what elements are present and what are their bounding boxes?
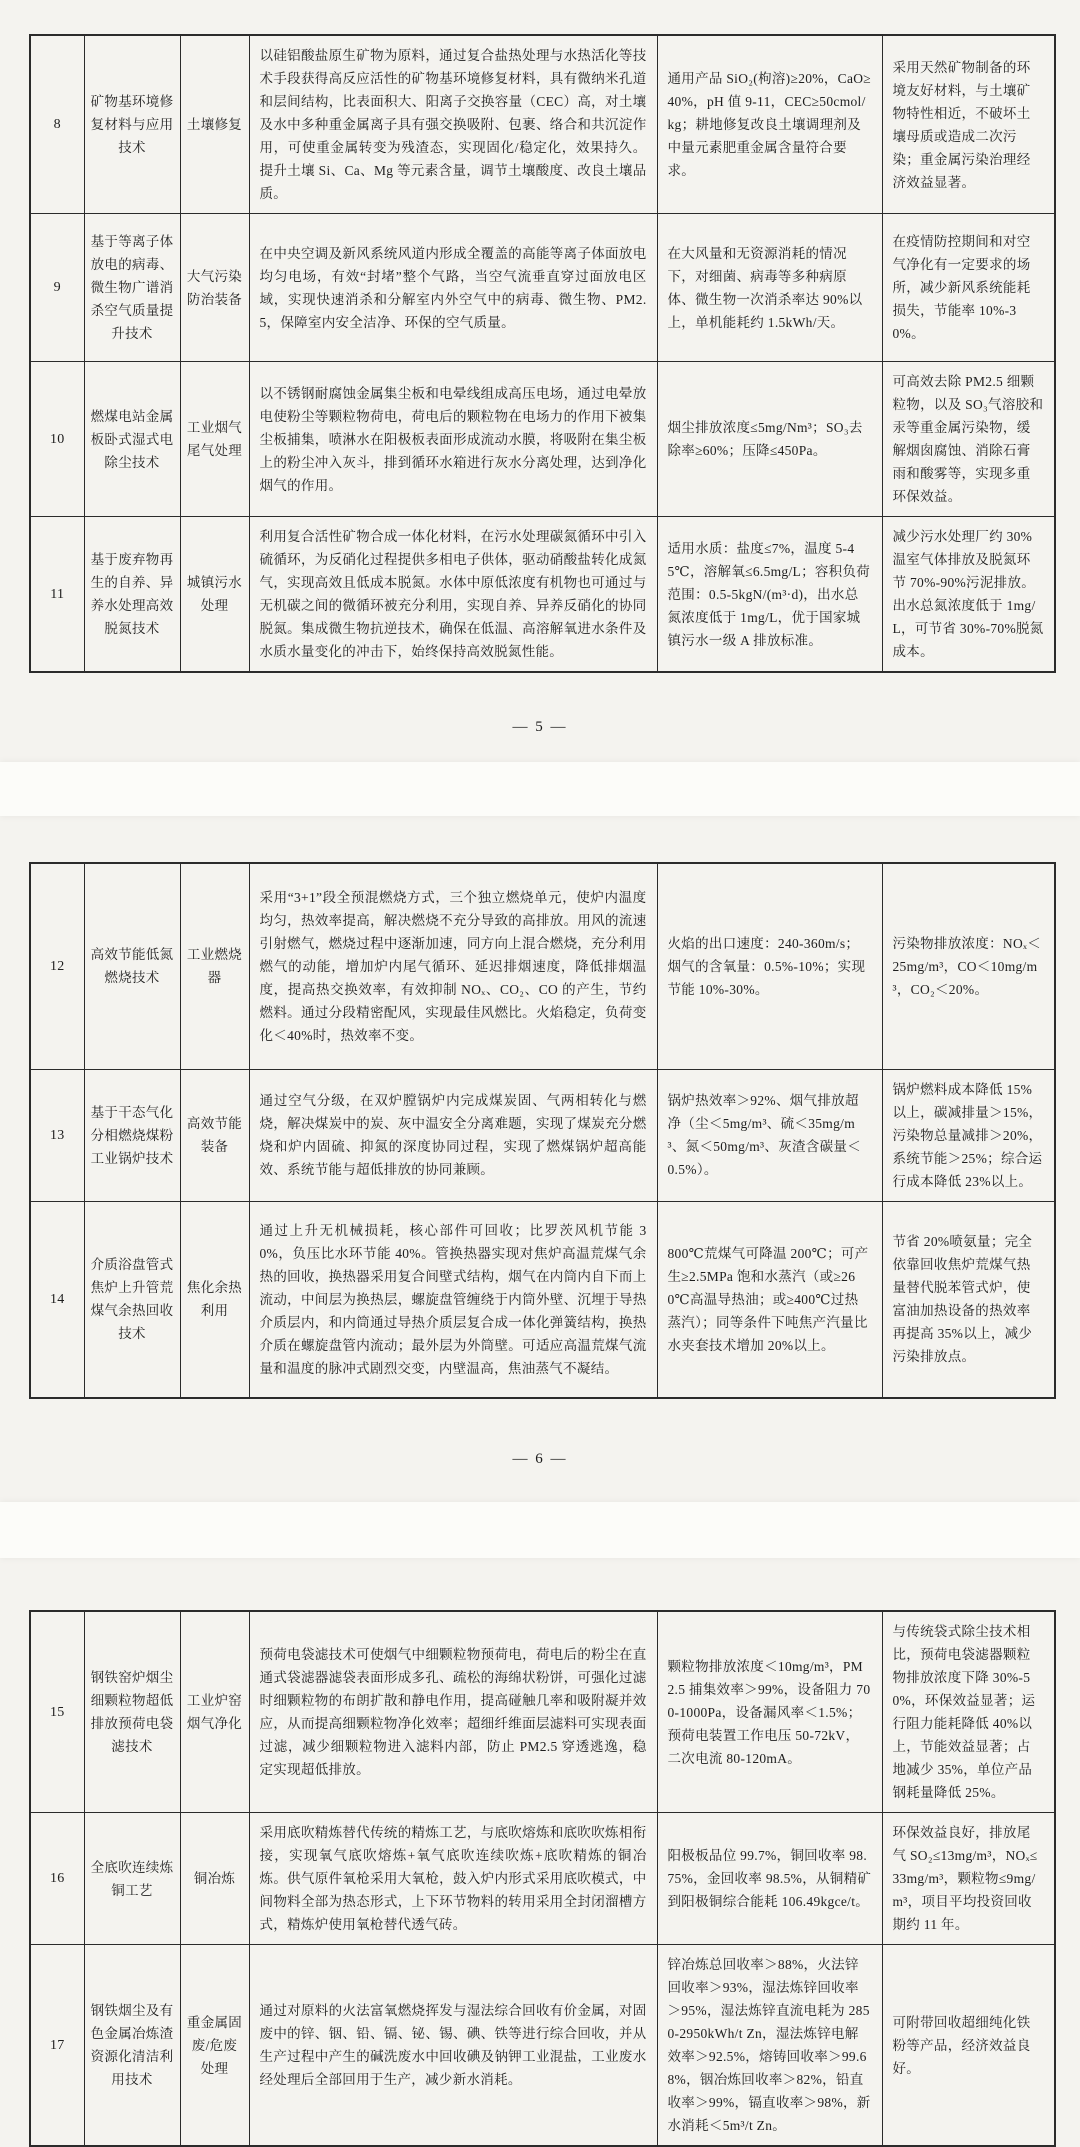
tech-benefits: 节省 20%喷氨量；完全依靠回收焦炉荒煤气热量替代脱苯管式炉，使富油加热设备的热效率再提高 35%以上，减少污染排放点。 <box>882 1201 1055 1398</box>
row-number: 17 <box>30 1945 84 2147</box>
table-row <box>30 35 1055 214</box>
tech-name: 介质浴盘管式焦炉上升管荒煤气余热回收技术 <box>84 1201 180 1398</box>
tech-indicators: 锌冶炼总回收率＞88%，火法锌回收率＞93%，湿法炼锌回收率＞95%，湿法炼锌直流电耗为 2850-2950kWh/t Zn，湿法炼锌电解效率＞92.5%，熔铸回收率＞99.68%，铟冶炼回收率＞82%，铅直收率＞99%，镉直收率＞98%，新水消耗＜5m³/t Zn。 <box>657 1945 882 2147</box>
tech-name: 基于等离子体放电的病毒、微生物广谱消杀空气质量提升技术 <box>84 214 180 362</box>
row-number: 12 <box>30 863 84 1069</box>
technology-table-page6 <box>29 862 1056 1399</box>
tech-indicators: 通用产品 SiO₂(枸溶)≥20%，CaO≥40%，pH 值 9-11，CEC≥50cmol/kg；耕地修复改良土壤调理剂及中量元素肥重金属含量符合要求。 <box>657 35 882 214</box>
scan-seam <box>0 762 1080 816</box>
tech-benefits: 环保效益良好，排放尾气 SO₂≤13mg/m³，NOₓ≤33mg/m³，颗粒物≤9mg/m³，项目平均投资回收期约 11 年。 <box>882 1813 1055 1945</box>
tech-benefits: 减少污水处理厂约 30%温室气体排放及脱氮环节 70%-90%污泥排放。出水总氮浓度低于 1mg/L，可节省 30%-70%脱氮成本。 <box>882 517 1055 673</box>
tech-category: 重金属固废/危废处理 <box>180 1945 249 2147</box>
tech-indicators: 火焰的出口速度：240-360m/s；烟气的含氧量：0.5%-10%；实现节能 10%-30%。 <box>657 863 882 1069</box>
page-number: — 6 — <box>512 1451 568 1467</box>
tech-category: 土壤修复 <box>180 35 249 214</box>
tech-name: 基于废弃物再生的自养、异养水处理高效脱氮技术 <box>84 517 180 673</box>
table-row <box>30 1611 1055 1813</box>
table-row <box>30 1813 1055 1945</box>
tech-name: 基于干态气化分相燃烧煤粉工业锅炉技术 <box>84 1069 180 1201</box>
tech-indicators: 800℃荒煤气可降温 200℃；可产生≥2.5MPa 饱和水蒸汽（或≥260℃高温导热油；或≥400℃过热蒸汽）；同等条件下吨焦产汽量比水夹套技术增加 20%以上。 <box>657 1201 882 1398</box>
tech-category: 铜冶炼 <box>180 1813 249 1945</box>
tech-category: 焦化余热利用 <box>180 1201 249 1398</box>
row-number: 8 <box>30 35 84 214</box>
tech-benefits: 锅炉燃料成本降低 15%以上，碳减排量＞15%，污染物总量减排＞20%，系统节能＞25%；综合运行成本降低 23%以上。 <box>882 1069 1055 1201</box>
tech-description: 通过空气分级，在双炉膛锅炉内完成煤炭固、气两相转化与燃烧，解决煤炭中的炭、灰中温安全分离难题，实现了煤炭充分燃烧和炉内固硫、抑氮的深度协同过程，实现了燃煤锅炉超高能效、系统节能与超低排放的协同兼顾。 <box>249 1069 657 1201</box>
tech-description: 利用复合活性矿物合成一体化材料，在污水处理碳氮循环中引入硫循环，为反硝化过程提供多相电子供体，驱动硝酸盐转化成氮气，实现高效且低成本脱氮。水体中原低浓度有机物也可通过与无机碳之间的微循环被充分利用，实现自养、异养反硝化的协同脱氮。集成微生物抗逆技术，确保在低温、高溶解氧进水条件及水质水量变化的冲击下，始终保持高效脱氮性能。 <box>249 517 657 673</box>
scan-seam <box>0 1502 1080 1558</box>
technology-table-page5 <box>29 34 1056 673</box>
tech-benefits: 与传统袋式除尘技术相比，预荷电袋滤器颗粒物排放浓度下降 30%-50%，环保效益显著；运行阻力能耗降低 40%以上，节能效益显著；占地减少 35%，单位产品钢耗量降低 25%。 <box>882 1611 1055 1813</box>
row-number: 11 <box>30 517 84 673</box>
tech-name: 高效节能低氮燃烧技术 <box>84 863 180 1069</box>
tech-category: 城镇污水处理 <box>180 517 249 673</box>
tech-name: 钢铁烟尘及有色金属冶炼渣资源化清洁利用技术 <box>84 1945 180 2147</box>
tech-description: 预荷电袋滤技术可使烟气中细颗粒物预荷电，荷电后的粉尘在直通式袋滤器滤袋表面形成多孔、疏松的海绵状粉饼，可强化过滤时细颗粒物的布朗扩散和静电作用，提高碰触几率和吸附凝并效应，从而提高细颗粒物净化效率；超细纤维面层滤料可实现表面过滤，减少细颗粒物进入滤料内部，防止 PM2.5 穿透逃逸，稳定实现超低排放。 <box>249 1611 657 1813</box>
tech-name: 钢铁窑炉烟尘细颗粒物超低排放预荷电袋滤技术 <box>84 1611 180 1813</box>
row-number: 16 <box>30 1813 84 1945</box>
row-number: 10 <box>30 362 84 517</box>
tech-name: 燃煤电站金属板卧式湿式电除尘技术 <box>84 362 180 517</box>
tech-name: 矿物基环境修复材料与应用技术 <box>84 35 180 214</box>
table-row <box>30 517 1055 673</box>
row-number: 14 <box>30 1201 84 1398</box>
table-row <box>30 863 1055 1069</box>
table-row <box>30 1201 1055 1398</box>
row-number: 13 <box>30 1069 84 1201</box>
tech-indicators: 锅炉热效率＞92%、烟气排放超净（尘＜5mg/m³、硫＜35mg/m³、氮＜50mg/m³、灰渣含碳量＜0.5%）。 <box>657 1069 882 1201</box>
tech-description: 在中央空调及新风系统风道内形成全覆盖的高能等离子体面放电均匀电场，有效“封堵”整个气路，当空气流垂直穿过面放电区域，实现快速消杀和分解室内外空气中的病毒、微生物、PM2.5，保障室内安全洁净、环保的空气质量。 <box>249 214 657 362</box>
tech-description: 采用底吹精炼替代传统的精炼工艺，与底吹熔炼和底吹吹炼相衔接，实现氧气底吹熔炼+氧气底吹连续吹炼+底吹精炼的铜冶炼。供气原件氧枪采用大氧枪，鼓入炉内形式采用底吹模式，中间物料全部为热态形式，上下环节物料的转用采用全封闭溜槽方式，精炼炉使用氧枪替代透气砖。 <box>249 1813 657 1945</box>
page-number: — 5 — <box>512 719 568 735</box>
table-row <box>30 214 1055 362</box>
tech-category: 工业烟气尾气处理 <box>180 362 249 517</box>
tech-description: 以硅铝酸盐原生矿物为原料，通过复合盐热处理与水热活化等技术手段获得高反应活性的矿物基环境修复材料，具有微纳米孔道和层间结构，比表面积大、阳离子交换容量（CEC）高，对土壤及水中多种重金属离子具有强交换吸附、包裹、络合和共沉淀作用，可使重金属转变为残渣态，实现固化/稳定化，效果持久。提升土壤 Si、Ca、Mg 等元素含量，调节土壤酸度、改良土壤品质。 <box>249 35 657 214</box>
tech-description: 通过上升无机械损耗，核心部件可回收；比罗茨风机节能 30%，负压比水环节能 40%。管换热器实现对焦炉高温荒煤气余热的回收，换热器采用复合间壁式结构，烟气在内筒内自下而上流动，中间层为换热层，螺旋盘管缠绕于内筒外壁、沉埋于导热介质层内，和内筒通过导热介质层复合成一体化弹簧结构，换热介质在螺旋盘管内流动；最外层为外筒壁。可适应高温荒煤气流量和温度的脉冲式剧烈交变，内壁温高，焦油蒸气不凝结。 <box>249 1201 657 1398</box>
top-margin <box>0 0 1080 34</box>
tech-name: 全底吹连续炼铜工艺 <box>84 1813 180 1945</box>
tech-category: 大气污染防治装备 <box>180 214 249 362</box>
tech-indicators: 适用水质：盐度≤7%，温度 5-45℃，溶解氧≤6.5mg/L；容积负荷范围：0.5-5kgN/(m³·d)，出水总氮浓度低于 1mg/L，优于国家城镇污水一级 A 排放标准。 <box>657 517 882 673</box>
tech-description: 以不锈钢耐腐蚀金属集尘板和电晕线组成高压电场，通过电晕放电使粉尘等颗粒物荷电，荷电后的颗粒物在电场力的作用下被集尘板捕集，喷淋水在阳极板表面形成流动水膜，将吸附在集尘板上的粉尘冲入灰斗，排到循环水箱进行灰水分离处理，达到净化烟气的作用。 <box>249 362 657 517</box>
tech-indicators: 颗粒物排放浓度＜10mg/m³，PM2.5 捕集效率＞99%，设备阻力 700-1000Pa，设备漏风率＜1.5%；预荷电装置工作电压 50-72kV，二次电流 80-120mA。 <box>657 1611 882 1813</box>
tech-benefits: 污染物排放浓度：NOₓ＜25mg/m³，CO＜10mg/m³，CO₂＜20%。 <box>882 863 1055 1069</box>
tech-benefits: 采用天然矿物制备的环境友好材料，与土壤矿物特性相近，不破坏土壤母质或造成二次污染；重金属污染治理经济效益显著。 <box>882 35 1055 214</box>
tech-benefits: 在疫情防控期间和对空气净化有一定要求的场所，减少新风系统能耗损失，节能率 10%-30%。 <box>882 214 1055 362</box>
row-number: 9 <box>30 214 84 362</box>
tech-indicators: 阳极板品位 99.7%，铜回收率 98.75%，金回收率 98.5%，从铜精矿到阳极铜综合能耗 106.49kgce/t。 <box>657 1813 882 1945</box>
tech-category: 高效节能装备 <box>180 1069 249 1201</box>
tech-benefits: 可高效去除 PM2.5 细颗粒物，以及 SO₃气溶胶和汞等重金属污染物，缓解烟囱腐蚀、消除石膏雨和酸雾等，实现多重环保效益。 <box>882 362 1055 517</box>
table-row <box>30 362 1055 517</box>
tech-description: 通过对原料的火法富氧燃烧挥发与湿法综合回收有价金属，对固废中的锌、铟、铅、镉、铋、锡、碘、铁等进行综合回收，并从生产过程中产生的碱洗废水中回收碘及钠钾工业混盐，工业废水经处理后全部回用于生产，减少新水消耗。 <box>249 1945 657 2147</box>
tech-benefits: 可附带回收超细纯化铁粉等产品，经济效益良好。 <box>882 1945 1055 2147</box>
tech-category: 工业炉窑烟气净化 <box>180 1611 249 1813</box>
row-number: 15 <box>30 1611 84 1813</box>
technology-table-page7 <box>29 1610 1056 2147</box>
tech-indicators: 在大风量和无资源消耗的情况下，对细菌、病毒等多种病原体、微生物一次消杀率达 90%以上，单机能耗约 1.5kWh/天。 <box>657 214 882 362</box>
tech-category: 工业燃烧器 <box>180 863 249 1069</box>
table-row <box>30 1945 1055 2147</box>
tech-description: 采用“3+1”段全预混燃烧方式，三个独立燃烧单元，使炉内温度均匀，热效率提高，解决燃烧不充分导致的高排放。用风的流速引射燃气，燃烧过程中逐渐加速，同方向上混合燃烧，充分利用燃气的动能，增加炉内尾气循环、延迟排烟速度，降低排烟温度，提高热交换效率，有效抑制 NOₓ、CO₂、CO 的产生，节约燃料。通过分段精密配风，实现最佳风燃比。火焰稳定，负荷变化＜40%时，热效率不变。 <box>249 863 657 1069</box>
table-row <box>30 1069 1055 1201</box>
tech-indicators: 烟尘排放浓度≤5mg/Nm³；SO₃去除率≥60%；压降≤450Pa。 <box>657 362 882 517</box>
